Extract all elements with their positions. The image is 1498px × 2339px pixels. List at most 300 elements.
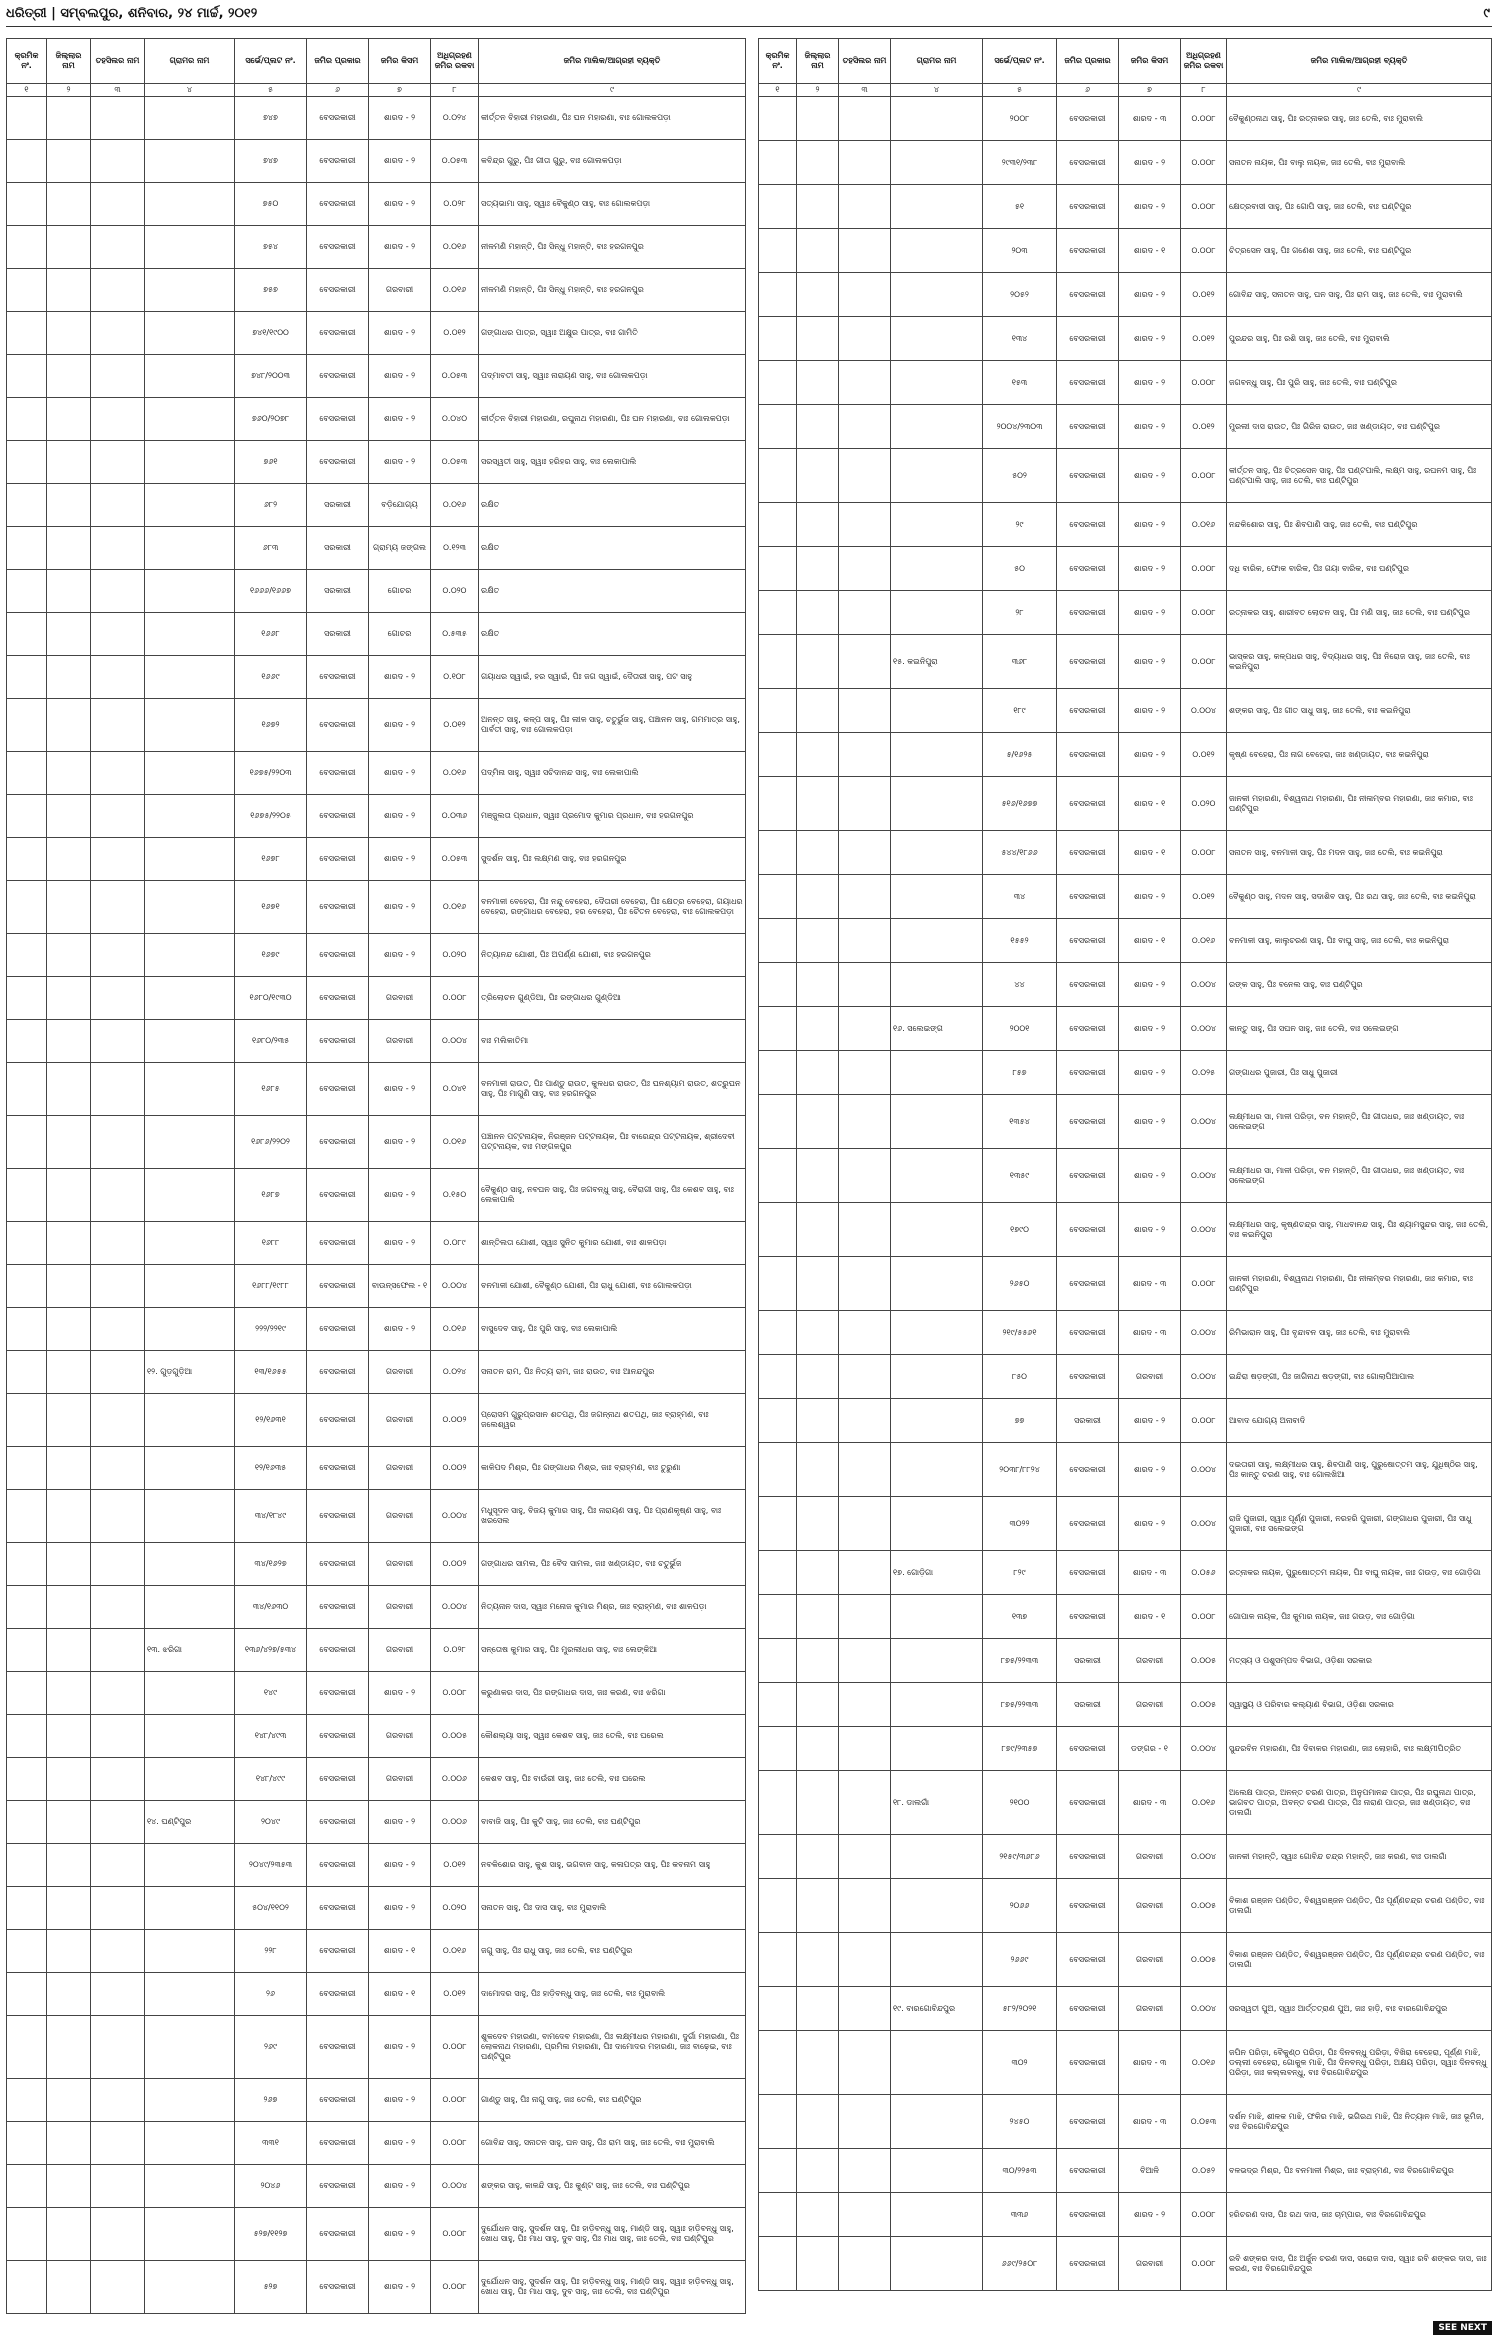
cell-owner: ଜାନକୀ ମହାରଣା, ବିଶ୍ୱନାଥ ମହାରଣା, ପିଃ ନୀଳାମ୍ବର ମହାରଣା, ଜାଃ କମାର, ବାଃ ଘଣ୍ଟିପୁର bbox=[1227, 1257, 1492, 1311]
table-row bbox=[759, 1051, 1492, 1095]
cell-empty bbox=[759, 919, 797, 963]
cell-plot: ୨୦୦୧ bbox=[983, 1007, 1057, 1051]
cell-area: ୦.୦୦୮ bbox=[1181, 2193, 1227, 2237]
cell-empty bbox=[47, 2261, 91, 2314]
cell-empty bbox=[7, 398, 47, 441]
cell-plot: ୩୦/୨୨୫୩ bbox=[983, 2149, 1057, 2193]
cell-type: ବେସରକାରୀ bbox=[1057, 963, 1119, 1007]
cell-kisam: ଶାରଦ - ୨ bbox=[1119, 963, 1181, 1007]
cell-area: ୦.୦୩୬ bbox=[431, 795, 479, 838]
cell-kisam: ଗରବାରୀ bbox=[1119, 2237, 1181, 2291]
col-header: ଜମିର ପ୍ରକାର bbox=[1057, 39, 1119, 84]
cell-empty bbox=[7, 1629, 47, 1672]
cell-empty bbox=[7, 1715, 47, 1758]
cell-village bbox=[145, 1887, 235, 1930]
cell-type: ବେସରକାରୀ bbox=[1057, 2193, 1119, 2237]
cell-type: ବେସରକାରୀ bbox=[307, 2208, 369, 2261]
cell-type: ବେସରକାରୀ bbox=[1057, 361, 1119, 405]
cell-empty bbox=[7, 441, 47, 484]
cell-area: ୦.୦୨୮ bbox=[431, 1629, 479, 1672]
cell-empty bbox=[7, 269, 47, 312]
cell-village bbox=[891, 1443, 983, 1497]
cell-empty bbox=[839, 1595, 891, 1639]
cell-kisam: ଶାରଦ - ୨ bbox=[1119, 1007, 1181, 1051]
cell-empty bbox=[7, 97, 47, 140]
table-row bbox=[759, 963, 1492, 1007]
cell-owner: ଭାସ୍କର ସାହୁ, କଳ୍ପଧର ସାହୁ, ବିଦ୍ୟାଧର ସାହୁ, ପିଃ ନିରୋଜ ସାହୁ, ଜାଃ ତେଲି, ବାଃ କଇନିପୁରା bbox=[1227, 635, 1492, 689]
cell-village bbox=[145, 1116, 235, 1169]
cell-empty bbox=[47, 613, 91, 656]
cell-area: ୦.୦୦୮ bbox=[1181, 2237, 1227, 2291]
cell-empty bbox=[797, 733, 839, 777]
cell-empty bbox=[91, 1222, 145, 1265]
cell-empty bbox=[91, 1672, 145, 1715]
cell-type: ବେସରକାରୀ bbox=[1057, 689, 1119, 733]
cell-empty bbox=[759, 2095, 797, 2149]
table-row bbox=[7, 1447, 746, 1490]
cell-village: ୧୫. କଇନିପୁରା bbox=[891, 635, 983, 689]
cell-plot: ୧୬୭୨ bbox=[235, 699, 307, 752]
cell-empty bbox=[91, 752, 145, 795]
cell-kisam: ଗରବାରୀ bbox=[369, 1758, 431, 1801]
table-row bbox=[759, 919, 1492, 963]
cell-village bbox=[145, 881, 235, 934]
cell-empty bbox=[839, 733, 891, 777]
cell-empty bbox=[839, 1727, 891, 1771]
cell-empty bbox=[7, 1222, 47, 1265]
cell-empty bbox=[7, 1672, 47, 1715]
cell-owner: ବାଃ ମଲିକାତିମା bbox=[479, 1020, 746, 1063]
cell-empty bbox=[839, 2237, 891, 2291]
cell-village bbox=[145, 97, 235, 140]
cell-empty bbox=[47, 1308, 91, 1351]
cell-village bbox=[145, 183, 235, 226]
cell-type: ବେସରକାରୀ bbox=[1057, 1095, 1119, 1149]
cell-village bbox=[145, 1447, 235, 1490]
cell-area: ୦.୦୦୮ bbox=[431, 2261, 479, 2314]
cell-area: ୦.୦୦୮ bbox=[431, 2122, 479, 2165]
cell-plot: ୧୬୭୫/୨୨୦୩ bbox=[235, 752, 307, 795]
land-table-left bbox=[6, 38, 746, 2314]
cell-kisam: ଶାରଦ - ୨ bbox=[1119, 2193, 1181, 2237]
cell-owner: ମୁରଲୀ ଦାସ ରାଉତ, ପିଃ ଗିରିଜ ରାଉତ, ଜାଃ ଖଣ୍ଡାୟତ, ବାଃ ଘଣ୍ଟିପୁର bbox=[1227, 405, 1492, 449]
cell-kisam: ଗରବାରୀ bbox=[369, 977, 431, 1020]
cell-empty bbox=[839, 229, 891, 273]
cell-type: ସରକାରୀ bbox=[1057, 1639, 1119, 1683]
cell-plot: ୧୪୮/୪୯୩ bbox=[235, 1715, 307, 1758]
cell-area: ୦.୦୨୮ bbox=[431, 183, 479, 226]
cell-empty bbox=[759, 1639, 797, 1683]
cell-village bbox=[891, 733, 983, 777]
cell-village bbox=[145, 1844, 235, 1887]
cell-village bbox=[891, 503, 983, 547]
cell-empty bbox=[759, 273, 797, 317]
cell-plot: ୩୦୨ bbox=[983, 2031, 1057, 2095]
cell-kisam: ଗରବାରୀ bbox=[369, 1020, 431, 1063]
cell-owner: ବୈକୁଣ୍ଠ ସାହୁ, ନବଘନ ସାହୁ, ପିଃ ଜଗବନ୍ଧୁ ସାହୁ, ବୈରାଗୀ ସାହୁ, ପିଃ କେଶବ ସାହୁ, ବାଃ ଲେକାପାଲି bbox=[479, 1169, 746, 1222]
cell-type: ବେସରକାରୀ bbox=[1057, 1051, 1119, 1095]
cell-area: ୦.୫୩୫ bbox=[431, 613, 479, 656]
cell-plot: ୧୭୯୦ bbox=[983, 1203, 1057, 1257]
cell-area: ୦.୦୦୮ bbox=[1181, 449, 1227, 503]
cell-empty bbox=[797, 831, 839, 875]
cell-empty bbox=[839, 1835, 891, 1879]
cell-empty bbox=[839, 689, 891, 733]
table-row bbox=[759, 1149, 1492, 1203]
cell-plot: ୩୩୬ bbox=[983, 2193, 1057, 2237]
cell-village bbox=[145, 656, 235, 699]
cell-plot: ୫୨୭ bbox=[235, 2261, 307, 2314]
col-number: ୬ bbox=[1057, 84, 1119, 97]
cell-empty bbox=[759, 449, 797, 503]
cell-empty bbox=[7, 1169, 47, 1222]
table-row bbox=[759, 1399, 1492, 1443]
cell-area: ୦.୦୦୫ bbox=[1181, 1683, 1227, 1727]
cell-empty bbox=[91, 613, 145, 656]
col-number: ୪ bbox=[891, 84, 983, 97]
cell-empty bbox=[797, 2237, 839, 2291]
cell-empty bbox=[839, 2031, 891, 2095]
cell-empty bbox=[797, 1051, 839, 1095]
cell-empty bbox=[797, 1203, 839, 1257]
cell-type: ବେସରକାରୀ bbox=[1057, 1879, 1119, 1933]
cell-area: ୦.୦୨୦ bbox=[431, 934, 479, 977]
cell-type: ବେସରକାରୀ bbox=[1057, 1933, 1119, 1987]
cell-empty bbox=[839, 875, 891, 919]
cell-village bbox=[145, 1672, 235, 1715]
table-row bbox=[7, 1973, 746, 2016]
cell-empty bbox=[759, 1399, 797, 1443]
cell-empty bbox=[759, 1987, 797, 2031]
table-row bbox=[759, 1987, 1492, 2031]
table-row bbox=[759, 2149, 1492, 2193]
cell-area: ୦.୦୦୮ bbox=[1181, 635, 1227, 689]
cell-village bbox=[145, 527, 235, 570]
cell-empty bbox=[7, 183, 47, 226]
cell-type: ବେସରକାରୀ bbox=[1057, 449, 1119, 503]
table-row bbox=[7, 1844, 746, 1887]
cell-area: ୦.୦୦୮ bbox=[431, 2079, 479, 2122]
cell-village bbox=[145, 1543, 235, 1586]
cell-village bbox=[145, 2079, 235, 2122]
table-row bbox=[7, 2208, 746, 2261]
cell-empty bbox=[759, 1007, 797, 1051]
cell-plot: ୧୬୮୦/୧୯୩୦ bbox=[235, 977, 307, 1020]
cell-empty bbox=[7, 1308, 47, 1351]
cell-plot: ୨୧୯/୫୫୬୧ bbox=[983, 1311, 1057, 1355]
table-row bbox=[759, 503, 1492, 547]
cell-village bbox=[145, 2016, 235, 2079]
cell-kisam: ଶାରଦ - ୨ bbox=[369, 398, 431, 441]
cell-owner: ରକ୍ଷିତ bbox=[479, 570, 746, 613]
table-row bbox=[7, 1265, 746, 1308]
cell-kisam: ଶାରଦ - ୨ bbox=[1119, 317, 1181, 361]
cell-owner: ପଦ୍ମାବତୀ ସାହୁ, ସ୍ୱାଃ ନାରାୟଣ ସାହୁ, ବାଃ ଗୋଲକପଡ଼ା bbox=[479, 355, 746, 398]
cell-type: ବେସରକାରୀ bbox=[307, 226, 369, 269]
cell-plot: ୨୬୬୯ bbox=[983, 1933, 1057, 1987]
cell-area: ୦.୦୧୬ bbox=[431, 881, 479, 934]
cell-kisam: ଶାରଦ - ୩ bbox=[1119, 97, 1181, 141]
cell-kisam: ଶାରଦ - ୨ bbox=[369, 2261, 431, 2314]
cell-owner: କୌଶଲ୍ୟା ସାହୁ, ସ୍ୱାଃ କେଶବ ସାହୁ, ଜାଃ ତେଲି, ବାଃ ଘରେଲ bbox=[479, 1715, 746, 1758]
cell-plot: ୧୨/୧୬୩୫ bbox=[235, 1447, 307, 1490]
cell-empty bbox=[797, 1835, 839, 1879]
cell-empty bbox=[759, 689, 797, 733]
cell-empty bbox=[797, 449, 839, 503]
right-table-panel bbox=[758, 38, 1492, 2291]
cell-area: ୦.୦୦୪ bbox=[1181, 1203, 1227, 1257]
cell-empty bbox=[7, 140, 47, 183]
cell-kisam: ବିଆଳି bbox=[1119, 2149, 1181, 2193]
cell-village bbox=[891, 97, 983, 141]
cell-plot: ୨୨୮ bbox=[235, 1930, 307, 1973]
cell-empty bbox=[839, 1311, 891, 1355]
cell-empty bbox=[91, 1265, 145, 1308]
cell-owner: ଇନ୍ଦିରା ଷଡ଼ଙ୍ଗୀ, ପିଃ ଜାଗିନାଥ ଷଡ଼ଙ୍ଗୀ, ବାଃ ଗୋଲାପିଆପାଲ bbox=[1227, 1355, 1492, 1399]
cell-plot: ୩୪/୧୬୨୭ bbox=[235, 1543, 307, 1586]
cell-owner: ସନାତନ ସାହୁ, ପିଃ ଦାସ ସାହୁ, ବାଃ ମୁରାବାଲି bbox=[479, 1887, 746, 1930]
cell-empty bbox=[7, 1116, 47, 1169]
cell-empty bbox=[839, 1551, 891, 1595]
cell-area: ୦.୦୧୬ bbox=[431, 1308, 479, 1351]
table-row bbox=[7, 2079, 746, 2122]
cell-kisam: ଶାରଦ - ୨ bbox=[369, 140, 431, 183]
cell-owner: କୃଷ୍ଣ ବେହେରା, ପିଃ ନାଗ ବେହେରା, ଜାଃ ଖଣ୍ଡାୟତ, ବାଃ କଇନିପୁରା bbox=[1227, 733, 1492, 777]
cell-area: ୦.୦୦୮ bbox=[1181, 185, 1227, 229]
cell-plot: ୧୬୮୭ bbox=[235, 1169, 307, 1222]
table-row bbox=[7, 613, 746, 656]
table-row bbox=[7, 269, 746, 312]
cell-empty bbox=[47, 1586, 91, 1629]
cell-empty bbox=[7, 2016, 47, 2079]
cell-type: ବେସରକାରୀ bbox=[1057, 1595, 1119, 1639]
cell-empty bbox=[839, 1683, 891, 1727]
col-header: ଜିଲ୍ଲାର ନାମ bbox=[47, 39, 91, 84]
cell-village bbox=[145, 1394, 235, 1447]
cell-village bbox=[891, 361, 983, 405]
table-row bbox=[7, 1758, 746, 1801]
cell-type: ବେସରକାରୀ bbox=[1057, 1311, 1119, 1355]
cell-village bbox=[145, 752, 235, 795]
table-row bbox=[759, 229, 1492, 273]
cell-owner: ଶାନ୍ତିଲତା ଯୋଶୀ, ସ୍ୱାଃ ସୁନିତ କୁମାର ଯୋଶୀ, ବାଃ ଶାଳପଡ଼ା bbox=[479, 1222, 746, 1265]
cell-type: ବେସରକାରୀ bbox=[307, 2122, 369, 2165]
cell-village: ୧୬. ସଲେଇଙ୍ଗ bbox=[891, 1007, 983, 1051]
masthead bbox=[6, 4, 1492, 27]
col-number: ୬ bbox=[307, 84, 369, 97]
cell-empty bbox=[797, 405, 839, 449]
cell-empty bbox=[47, 1543, 91, 1586]
cell-village: ୧୨. ଗୁଡ଼ଗୁଡ଼ିଆ bbox=[145, 1351, 235, 1394]
cell-empty bbox=[839, 2193, 891, 2237]
cell-village bbox=[891, 1595, 983, 1639]
cell-empty bbox=[47, 97, 91, 140]
cell-empty bbox=[839, 1879, 891, 1933]
col-header: ଅଧିଗ୍ରହଣ ଜମିର ରକବା bbox=[1181, 39, 1227, 84]
cell-kisam: ଗରବାରୀ bbox=[369, 1586, 431, 1629]
cell-empty bbox=[797, 1149, 839, 1203]
cell-owner: ଗାଣ୍ଡୁ ସାହୁ, ପିଃ ନାଗୁ ସାହୁ, ଜାଃ ତେଲି, ବାଃ ଘଣ୍ଟିପୁର bbox=[479, 2079, 746, 2122]
cell-owner: ରକ୍ଷିତ bbox=[479, 613, 746, 656]
cell-owner: ସୁଦର୍ଶନ ସାହୁ, ପିଃ ଲକ୍ଷ୍ମଣ ସାହୁ, ବାଃ ହରଗନପୁର bbox=[479, 838, 746, 881]
cell-empty bbox=[47, 1169, 91, 1222]
table-row bbox=[7, 312, 746, 355]
cell-kisam: ଶାରଦ - ୨ bbox=[369, 183, 431, 226]
table-row bbox=[759, 405, 1492, 449]
cell-empty bbox=[47, 1351, 91, 1394]
cell-empty bbox=[47, 934, 91, 977]
cell-owner: ପ୍ରୋସମ ଗୁରୁପ୍ରସାନ ଶତପଥି, ପିଃ ଜଗନ୍ନାଥ ଶତପଥି, ଜାଃ ବ୍ରାହ୍ମଣ, ବାଃ ଜଲେଶ୍ୱର bbox=[479, 1394, 746, 1447]
cell-area: ୦.୦୧୨ bbox=[431, 1844, 479, 1887]
col-number: ୮ bbox=[1181, 84, 1227, 97]
cell-empty bbox=[7, 699, 47, 752]
table-row bbox=[759, 97, 1492, 141]
cell-type: ବେସରକାରୀ bbox=[1057, 875, 1119, 919]
cell-empty bbox=[91, 1973, 145, 2016]
cell-village bbox=[145, 2208, 235, 2261]
cell-type: ବେସରକାରୀ bbox=[307, 1169, 369, 1222]
cell-village bbox=[891, 1203, 983, 1257]
cell-type: ବେସରକାରୀ bbox=[1057, 273, 1119, 317]
cell-village bbox=[891, 2149, 983, 2193]
cell-plot: ୩୪ bbox=[983, 875, 1057, 919]
cell-empty bbox=[797, 635, 839, 689]
cell-empty bbox=[47, 140, 91, 183]
cell-empty bbox=[759, 777, 797, 831]
header-row bbox=[759, 39, 1492, 84]
cell-type: ବେସରକାରୀ bbox=[307, 1020, 369, 1063]
table-row bbox=[759, 1203, 1492, 1257]
table-row bbox=[759, 2237, 1492, 2291]
cell-plot: ୨୬ bbox=[235, 1973, 307, 2016]
cell-village bbox=[891, 1051, 983, 1095]
cell-area: ୦.୦୦୮ bbox=[1181, 1399, 1227, 1443]
cell-owner: ଦଧି ବାରିକ, ଫୋକ ବାରିକ, ପିଃ ଗୟା ବାରିକ, ବାଃ ଘଣ୍ଟିପୁର bbox=[1227, 547, 1492, 591]
cell-plot: ୧୩୪ bbox=[983, 317, 1057, 361]
cell-kisam: ଗ୍ରାମ୍ୟ ଜଙ୍ଗଲ bbox=[369, 527, 431, 570]
cell-empty bbox=[797, 1639, 839, 1683]
cell-type: ବେସରକାରୀ bbox=[1057, 919, 1119, 963]
cell-owner: ପଦ୍ମିନା ସାହୁ, ସ୍ୱାଃ ସଚିଦାନନ୍ଦ ସାହୁ, ବାଃ ଲେକାପାଲି bbox=[479, 752, 746, 795]
cell-type: ସରକାରୀ bbox=[1057, 1399, 1119, 1443]
cell-empty bbox=[759, 405, 797, 449]
cell-empty bbox=[91, 1063, 145, 1116]
col-header: ଜିଲ୍ଲାର ନାମ bbox=[797, 39, 839, 84]
cell-type: ବେସରକାରୀ bbox=[307, 2165, 369, 2208]
cell-plot: ୩୪/୧୬୩୦ bbox=[235, 1586, 307, 1629]
cell-kisam: ଶାରଦ - ୩ bbox=[1119, 2031, 1181, 2095]
cell-owner: ସନାତନ ସାହୁ, ବନମାଳୀ ସାହୁ, ପିଃ ମଦନ ସାହୁ, ଜାଃ ତେଲି, ବାଃ କଇନିପୁରା bbox=[1227, 831, 1492, 875]
cell-area: ୦.୦୫୩ bbox=[431, 140, 479, 183]
cell-village bbox=[891, 1835, 983, 1879]
cell-empty bbox=[47, 183, 91, 226]
table-row bbox=[759, 185, 1492, 229]
cell-empty bbox=[91, 1394, 145, 1447]
cell-empty bbox=[759, 1835, 797, 1879]
col-number: ୩ bbox=[839, 84, 891, 97]
cell-empty bbox=[759, 141, 797, 185]
cell-empty bbox=[91, 1930, 145, 1973]
cell-empty bbox=[47, 226, 91, 269]
cell-village bbox=[145, 699, 235, 752]
cell-type: ବେସରକାରୀ bbox=[1057, 1727, 1119, 1771]
cell-kisam: ଗରବାରୀ bbox=[369, 1394, 431, 1447]
cell-village bbox=[145, 484, 235, 527]
cell-village bbox=[145, 355, 235, 398]
cell-empty bbox=[47, 441, 91, 484]
col-header: ଅଧିଗ୍ରହଣ ଜମିର ରକବା bbox=[431, 39, 479, 84]
cell-owner: ସରସ୍ୱତୀ ପୁଅ, ସ୍ୱାଃ ଆର୍ତ୍ତତ୍ରାଣ ପୁଅ, ଜାଃ ହାଡ଼ି, ବାଃ ବାରଗୋବିନ୍ଦପୁର bbox=[1227, 1987, 1492, 2031]
cell-empty bbox=[91, 183, 145, 226]
cell-empty bbox=[797, 1311, 839, 1355]
table-row bbox=[7, 2122, 746, 2165]
cell-plot: ୨୯ bbox=[983, 503, 1057, 547]
cell-empty bbox=[759, 1595, 797, 1639]
cell-empty bbox=[759, 1683, 797, 1727]
table-row bbox=[759, 1497, 1492, 1551]
cell-kisam: ଶାରଦ - ୨ bbox=[369, 1063, 431, 1116]
col-header: ତହସିଲର ନାମ bbox=[91, 39, 145, 84]
cell-owner: କେଶବ ସାହୁ, ପିଃ ବାଉଁରୀ ସାହୁ, ଜାଃ ତେଲି, ବାଃ ଘରେଲ bbox=[479, 1758, 746, 1801]
cell-empty bbox=[91, 140, 145, 183]
cell-plot: ୫୧ bbox=[983, 185, 1057, 229]
col-number: ୭ bbox=[369, 84, 431, 97]
cell-plot: ୮୭୫/୨୨୩୩ bbox=[983, 1683, 1057, 1727]
cell-empty bbox=[47, 1490, 91, 1543]
cell-plot: ୨୦୪୯ bbox=[235, 1801, 307, 1844]
cell-owner: ରକ୍ଷିତ bbox=[479, 527, 746, 570]
cell-empty bbox=[839, 1355, 891, 1399]
cell-type: ବେସରକାରୀ bbox=[307, 1308, 369, 1351]
cell-empty bbox=[839, 1399, 891, 1443]
cell-kisam: ଶାରଦ - ୧ bbox=[369, 1930, 431, 1973]
table-row bbox=[759, 141, 1492, 185]
cell-plot: ୫୧୬/୧୬୭୭ bbox=[983, 777, 1057, 831]
cell-empty bbox=[759, 1443, 797, 1497]
cell-area: ୦.୦୦୮ bbox=[1181, 1257, 1227, 1311]
cell-village: ୧୯. ବାରଗୋବିନ୍ଦପୁର bbox=[891, 1987, 983, 2031]
cell-village bbox=[145, 1758, 235, 1801]
cell-area: ୦.୦୨୦ bbox=[1181, 777, 1227, 831]
cell-plot: ୬୮୩ bbox=[235, 527, 307, 570]
cell-village bbox=[145, 1973, 235, 2016]
cell-empty bbox=[91, 2016, 145, 2079]
cell-area: ୦.୦୧୬ bbox=[431, 1930, 479, 1973]
cell-empty bbox=[797, 2149, 839, 2193]
cell-plot: ୧୪୮/୪୯୯ bbox=[235, 1758, 307, 1801]
col-header: ଜମିର ମାଲିକ/ଆଗ୍ରହୀ ବ୍ୟକ୍ତି bbox=[479, 39, 746, 84]
cell-owner: ମଧୁସୂଦନ ସାହୁ, ବିଜୟ କୁମାର ସାହୁ, ପିଃ ନାରାୟଣ ସାହୁ, ପିଃ ପ୍ରାଣକୃଷ୍ଣ ସାହୁ, ବାଃ ଖରସେଲ bbox=[479, 1490, 746, 1543]
cell-kisam: ଶାରଦ - ୨ bbox=[1119, 449, 1181, 503]
cell-village bbox=[891, 449, 983, 503]
cell-plot: ୨୦୦୪/୨୩୦୩ bbox=[983, 405, 1057, 449]
cell-empty bbox=[797, 777, 839, 831]
cell-area: ୦.୦୧୨ bbox=[1181, 405, 1227, 449]
cell-owner: ଲକ୍ଷ୍ମୀଧର ସା, ମାଳୀ ପରିଡ଼ା, ବନ ମହାନ୍ତି, ପିଃ ଗୀତାଧର, ଜାଃ ଖଣ୍ଡାୟତ, ବାଃ ସଲେଇଙ୍ଗ bbox=[1227, 1149, 1492, 1203]
cell-owner: ରାଜି ପୁଜାରୀ, ସ୍ୱାଃ ପୂର୍ଣ୍ଣ ପୁଜାରୀ, ନରହରି ପୁଜାରୀ, ଗଙ୍ଗାଧର ପୁଜାରୀ, ପିଃ ସାଧୁ ପୁଜାରୀ, ବାଃ ସଲେଇଙ୍ଗ bbox=[1227, 1497, 1492, 1551]
cell-empty bbox=[91, 226, 145, 269]
cell-plot: ୬୬୯/୨୫୦୮ bbox=[983, 2237, 1057, 2291]
table-row bbox=[759, 1835, 1492, 1879]
cell-empty bbox=[91, 1447, 145, 1490]
cell-plot: ୭୫୦ bbox=[235, 183, 307, 226]
cell-kisam: ଗରବାରୀ bbox=[369, 1490, 431, 1543]
cell-area: ୦.୦୦୮ bbox=[431, 2016, 479, 2079]
cell-kisam: ଶାରଦ - ୨ bbox=[1119, 1095, 1181, 1149]
cell-area: ୦.୦୧୨ bbox=[431, 699, 479, 752]
cell-empty bbox=[839, 449, 891, 503]
cell-type: ବେସରକାରୀ bbox=[1057, 503, 1119, 547]
